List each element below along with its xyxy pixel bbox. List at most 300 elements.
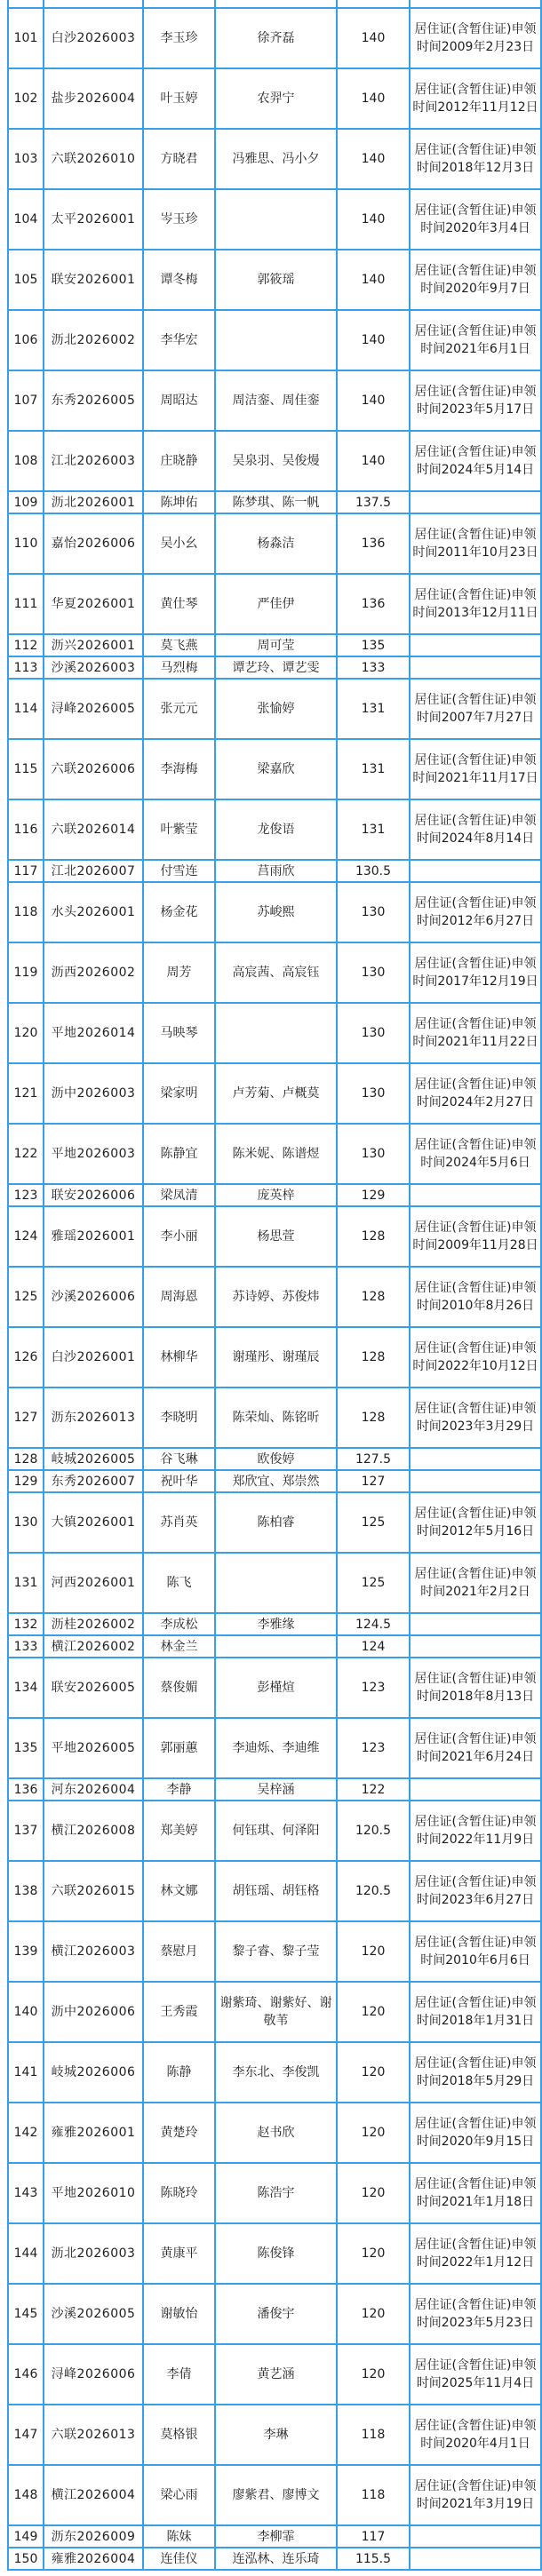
applicant-id-cell: 嘉怡2026006 [44, 513, 143, 574]
note-cell [410, 634, 541, 656]
applicant-name-cell: 周昭达 [143, 370, 215, 431]
applicant-name-cell: 祝叶华 [143, 1470, 215, 1492]
table-row [8, 513, 541, 574]
table-row [8, 250, 541, 310]
row-number-cell: 135 [8, 1718, 44, 1778]
applicant-name-cell: 李静 [143, 1778, 215, 1801]
row-number-cell: 147 [8, 2405, 44, 2465]
applicant-id-cell: 东秀2026007 [44, 1470, 143, 1492]
children-names-cell: 何钰琪、何泽阳 [215, 1801, 337, 1861]
table-row [8, 1492, 541, 1553]
applicant-name-cell: 谷飞琳 [143, 1448, 215, 1470]
children-names-cell [215, 310, 337, 370]
row-number-cell: 111 [8, 574, 44, 634]
applicant-name-cell: 叶紫莹 [143, 799, 215, 860]
note-cell: 居住证(含暂住证)申领时间2021年3月19日 [410, 2465, 541, 2525]
table-row [8, 799, 541, 860]
row-number-cell: 130 [8, 1492, 44, 1553]
table-row [8, 656, 541, 679]
applicant-name-cell: 谭冬梅 [143, 250, 215, 310]
applicant-name-cell: 周芳 [143, 942, 215, 1003]
table-row [8, 1124, 541, 1184]
score-cell: 125 [337, 1492, 410, 1553]
score-table-body [8, 0, 541, 2570]
children-names-cell: 陈荣灿、陈铭昕 [215, 1387, 337, 1448]
note-cell: 居住证(含暂住证)申领时间2024年8月14日 [410, 799, 541, 860]
note-cell: 居住证(含暂住证)申领时间2024年5月6日 [410, 1124, 541, 1184]
applicant-id-cell: 东秀2026005 [44, 370, 143, 431]
applicant-name-cell: 梁凤清 [143, 1184, 215, 1206]
score-cell: 130 [337, 1063, 410, 1124]
applicant-name-cell: 蔡慰月 [143, 1921, 215, 1982]
table-row [8, 1658, 541, 1718]
children-names-cell: 卢芳菊、卢概莫 [215, 1063, 337, 1124]
children-names-cell: 严佳伊 [215, 574, 337, 634]
table-row [8, 574, 541, 634]
score-cell: 137.5 [337, 491, 410, 513]
score-cell: 140 [337, 431, 410, 491]
table-row [8, 431, 541, 491]
score-cell: 130 [337, 1003, 410, 1063]
applicant-name-cell: 莫格银 [143, 2405, 215, 2465]
score-cell: 120 [337, 1921, 410, 1982]
applicant-name-cell: 黄仕琴 [143, 574, 215, 634]
row-number-cell: 116 [8, 799, 44, 860]
score-cell: 120.5 [337, 1801, 410, 1861]
table-row [8, 634, 541, 656]
children-names-cell: 徐齐磊 [215, 8, 337, 68]
applicant-id-cell: 六联2026014 [44, 799, 143, 860]
applicant-name-cell: 陈飞 [143, 1553, 215, 1613]
score-cell: 125 [337, 1553, 410, 1613]
applicant-name-cell: 陈静 [143, 2042, 215, 2103]
score-cell: 117 [337, 2525, 410, 2548]
children-names-cell: 周洁銮、周佳銮 [215, 370, 337, 431]
score-cell: 136 [337, 513, 410, 574]
row-number-cell: 108 [8, 431, 44, 491]
applicant-name-cell: 李倩 [143, 2344, 215, 2405]
row-number-cell: 107 [8, 370, 44, 431]
table-row [8, 2548, 541, 2570]
applicant-id-cell: 河西2026001 [44, 1553, 143, 1613]
applicant-id-cell [44, 0, 143, 8]
applicant-id-cell: 平地2026005 [44, 1718, 143, 1778]
applicant-name-cell: 连佳仪 [143, 2548, 215, 2570]
applicant-id-cell: 盐步2026004 [44, 68, 143, 129]
note-cell: 居住证(含暂住证)申领时间2018年1月31日 [410, 1982, 541, 2042]
note-cell: 居住证(含暂住证)申领时间2023年5月23日 [410, 2284, 541, 2344]
children-names-cell: 郭筱瑶 [215, 250, 337, 310]
row-number-cell [8, 0, 44, 8]
score-cell: 133 [337, 656, 410, 679]
table-row [8, 1982, 541, 2042]
note-cell: 居住证(含暂住证)申领时间2022年11月9日 [410, 1801, 541, 1861]
score-cell: 135 [337, 634, 410, 656]
score-cell: 123 [337, 1658, 410, 1718]
applicant-id-cell: 横江2026003 [44, 1921, 143, 1982]
row-number-cell: 145 [8, 2284, 44, 2344]
applicant-name-cell: 付雪连 [143, 860, 215, 882]
table-row [8, 1003, 541, 1063]
note-cell [410, 491, 541, 513]
applicant-name-cell: 郭丽蕙 [143, 1718, 215, 1778]
table-row [8, 1613, 541, 1635]
children-names-cell: 潘俊宇 [215, 2284, 337, 2344]
applicant-id-cell: 平地2026014 [44, 1003, 143, 1063]
score-cell: 140 [337, 129, 410, 189]
applicant-id-cell: 沙溪2026003 [44, 656, 143, 679]
score-cell [337, 0, 410, 8]
table-row [8, 2103, 541, 2163]
score-cell: 118 [337, 2405, 410, 2465]
score-cell: 127 [337, 1470, 410, 1492]
note-cell [410, 860, 541, 882]
note-cell [410, 0, 541, 8]
children-names-cell: 廖紫君、廖博文 [215, 2465, 337, 2525]
score-cell: 136 [337, 574, 410, 634]
row-number-cell: 126 [8, 1327, 44, 1387]
children-names-cell: 吴梓涵 [215, 1778, 337, 1801]
table-row [8, 2465, 541, 2525]
applicant-id-cell: 岐城2026005 [44, 1448, 143, 1470]
table-row [8, 1470, 541, 1492]
applicant-name-cell: 林文娜 [143, 1861, 215, 1921]
row-number-cell: 133 [8, 1635, 44, 1658]
note-cell: 居住证(含暂住证)申领时间2007年7月27日 [410, 679, 541, 739]
score-cell: 115.5 [337, 2548, 410, 2570]
children-names-cell: 李柳霏 [215, 2525, 337, 2548]
note-cell: 居住证(含暂住证)申领时间2018年12月3日 [410, 129, 541, 189]
note-cell: 居住证(含暂住证)申领时间2020年3月4日 [410, 189, 541, 250]
applicant-id-cell: 联安2026001 [44, 250, 143, 310]
row-number-cell: 101 [8, 8, 44, 68]
table-row [8, 189, 541, 250]
table-row [8, 1778, 541, 1801]
row-number-cell: 127 [8, 1387, 44, 1448]
applicant-name-cell: 陈妹 [143, 2525, 215, 2548]
applicant-id-cell: 横江2026002 [44, 1635, 143, 1658]
note-cell: 居住证(含暂住证)申领时间2018年5月29日 [410, 2042, 541, 2103]
score-cell: 124 [337, 1635, 410, 1658]
row-number-cell: 112 [8, 634, 44, 656]
row-number-cell: 150 [8, 2548, 44, 2570]
applicant-name-cell: 李晓明 [143, 1387, 215, 1448]
applicant-name-cell: 李海梅 [143, 739, 215, 799]
children-names-cell: 莒雨欣 [215, 860, 337, 882]
children-names-cell: 苏诗婷、苏俊炜 [215, 1267, 337, 1327]
applicant-id-cell: 横江2026004 [44, 2465, 143, 2525]
table-row [8, 2344, 541, 2405]
children-names-cell: 梁嘉欣 [215, 739, 337, 799]
children-names-cell: 谢紫琦、谢紫好、谢敬苇 [215, 1982, 337, 2042]
children-names-cell: 彭槿煊 [215, 1658, 337, 1718]
applicant-name-cell: 蔡俊媚 [143, 1658, 215, 1718]
table-row [8, 1553, 541, 1613]
row-number-cell: 141 [8, 2042, 44, 2103]
row-number-cell: 119 [8, 942, 44, 1003]
children-names-cell: 高宸茜、高宸钰 [215, 942, 337, 1003]
score-cell: 128 [337, 1206, 410, 1267]
score-cell: 131 [337, 679, 410, 739]
score-cell: 140 [337, 370, 410, 431]
row-number-cell: 139 [8, 1921, 44, 1982]
table-row [8, 1861, 541, 1921]
score-cell: 129 [337, 1184, 410, 1206]
note-cell [410, 1778, 541, 1801]
row-number-cell: 137 [8, 1801, 44, 1861]
score-cell: 140 [337, 8, 410, 68]
row-number-cell: 114 [8, 679, 44, 739]
row-number-cell: 102 [8, 68, 44, 129]
children-names-cell: 赵书欣 [215, 2103, 337, 2163]
score-cell: 140 [337, 250, 410, 310]
applicant-id-cell: 江北2026007 [44, 860, 143, 882]
table-row [8, 1635, 541, 1658]
applicant-id-cell: 联安2026005 [44, 1658, 143, 1718]
applicant-name-cell: 杨金花 [143, 882, 215, 942]
applicant-name-cell: 梁心雨 [143, 2465, 215, 2525]
row-number-cell: 117 [8, 860, 44, 882]
applicant-id-cell: 沥东2026009 [44, 2525, 143, 2548]
note-cell: 居住证(含暂住证)申领时间2023年6月27日 [410, 1861, 541, 1921]
score-cell: 131 [337, 739, 410, 799]
table-row [8, 1801, 541, 1861]
note-cell [410, 1184, 541, 1206]
children-names-cell: 陈俊锋 [215, 2223, 337, 2284]
score-cell: 120 [337, 2284, 410, 2344]
table-row [8, 310, 541, 370]
row-number-cell: 121 [8, 1063, 44, 1124]
row-number-cell: 122 [8, 1124, 44, 1184]
row-number-cell: 140 [8, 1982, 44, 2042]
applicant-name-cell [143, 0, 215, 8]
table-row [8, 882, 541, 942]
note-cell [410, 1470, 541, 1492]
children-names-cell: 冯雅思、冯小夕 [215, 129, 337, 189]
note-cell: 居住证(含暂住证)申领时间2010年6月6日 [410, 1921, 541, 1982]
row-number-cell: 118 [8, 882, 44, 942]
table-row [8, 1448, 541, 1470]
row-number-cell: 134 [8, 1658, 44, 1718]
table-row [8, 1184, 541, 1206]
applicant-id-cell: 浔峰2026006 [44, 2344, 143, 2405]
children-names-cell: 张愉婷 [215, 679, 337, 739]
table-row [8, 2525, 541, 2548]
applicant-id-cell: 雍雅2026004 [44, 2548, 143, 2570]
score-cell: 130 [337, 942, 410, 1003]
row-number-cell: 142 [8, 2103, 44, 2163]
table-row [8, 1327, 541, 1387]
table-row [8, 8, 541, 68]
score-cell: 120 [337, 2103, 410, 2163]
table-row [8, 68, 541, 129]
row-number-cell: 109 [8, 491, 44, 513]
table-row [8, 942, 541, 1003]
note-cell: 居住证(含暂住证)申领时间2009年11月28日 [410, 1206, 541, 1267]
row-number-cell: 104 [8, 189, 44, 250]
applicant-id-cell: 沙溪2026005 [44, 2284, 143, 2344]
note-cell [410, 656, 541, 679]
score-cell: 128 [337, 1387, 410, 1448]
note-cell: 居住证(含暂住证)申领时间2024年5月14日 [410, 431, 541, 491]
applicant-id-cell: 雅瑶2026001 [44, 1206, 143, 1267]
row-number-cell: 148 [8, 2465, 44, 2525]
applicant-name-cell: 陈坤佑 [143, 491, 215, 513]
note-cell [410, 2548, 541, 2570]
score-cell: 122 [337, 1778, 410, 1801]
applicant-id-cell: 雍雅2026001 [44, 2103, 143, 2163]
applicant-name-cell: 陈晓玲 [143, 2163, 215, 2223]
score-cell: 120 [337, 2163, 410, 2223]
row-number-cell: 106 [8, 310, 44, 370]
applicant-id-cell: 横江2026008 [44, 1801, 143, 1861]
applicant-name-cell: 岑玉珍 [143, 189, 215, 250]
note-cell: 居住证(含暂住证)申领时间2017年12月19日 [410, 942, 541, 1003]
points-score-table [7, 0, 542, 2571]
score-cell: 120.5 [337, 1861, 410, 1921]
applicant-id-cell: 沥桂2026002 [44, 1613, 143, 1635]
row-number-cell: 136 [8, 1778, 44, 1801]
table-row [8, 2223, 541, 2284]
note-cell: 居住证(含暂住证)申领时间2023年3月29日 [410, 1387, 541, 1448]
applicant-name-cell: 方晓君 [143, 129, 215, 189]
children-names-cell: 陈梦琪、陈一帆 [215, 491, 337, 513]
score-cell: 140 [337, 189, 410, 250]
score-cell: 120 [337, 2223, 410, 2284]
applicant-name-cell: 马烈梅 [143, 656, 215, 679]
children-names-cell: 连泓林、连乐琦 [215, 2548, 337, 2570]
table-row [8, 739, 541, 799]
note-cell: 居住证(含暂住证)申领时间2022年1月12日 [410, 2223, 541, 2284]
note-cell [410, 1613, 541, 1635]
applicant-id-cell: 白沙2026003 [44, 8, 143, 68]
children-names-cell [215, 0, 337, 8]
score-cell: 120 [337, 2344, 410, 2405]
row-number-cell: 146 [8, 2344, 44, 2405]
row-number-cell: 132 [8, 1613, 44, 1635]
applicant-id-cell: 沥北2026003 [44, 2223, 143, 2284]
note-cell: 居住证(含暂住证)申领时间2020年4月1日 [410, 2405, 541, 2465]
table-row [8, 1063, 541, 1124]
children-names-cell: 陈浩宇 [215, 2163, 337, 2223]
applicant-id-cell: 岐城2026006 [44, 2042, 143, 2103]
applicant-id-cell: 沥东2026013 [44, 1387, 143, 1448]
applicant-id-cell: 六联2026010 [44, 129, 143, 189]
score-cell: 124.5 [337, 1613, 410, 1635]
children-names-cell [215, 1635, 337, 1658]
row-number-cell: 143 [8, 2163, 44, 2223]
applicant-name-cell: 庄晓静 [143, 431, 215, 491]
children-names-cell [215, 1003, 337, 1063]
applicant-name-cell: 林柳华 [143, 1327, 215, 1387]
note-cell: 居住证(含暂住证)申领时间2018年8月13日 [410, 1658, 541, 1718]
row-number-cell: 138 [8, 1861, 44, 1921]
children-names-cell [215, 1553, 337, 1613]
score-cell: 128 [337, 1267, 410, 1327]
row-number-cell: 124 [8, 1206, 44, 1267]
table-row [8, 2405, 541, 2465]
applicant-name-cell: 黄楚玲 [143, 2103, 215, 2163]
note-cell: 居住证(含暂住证)申领时间2025年11月4日 [410, 2344, 541, 2405]
table-row [8, 129, 541, 189]
children-names-cell: 杨思萱 [215, 1206, 337, 1267]
applicant-id-cell: 沥兴2026001 [44, 634, 143, 656]
children-names-cell: 谢瑾彤、谢瑾辰 [215, 1327, 337, 1387]
applicant-name-cell: 李玉珍 [143, 8, 215, 68]
applicant-id-cell: 平地2026003 [44, 1124, 143, 1184]
row-number-cell: 103 [8, 129, 44, 189]
applicant-id-cell: 大镇2026001 [44, 1492, 143, 1553]
children-names-cell: 杨淼洁 [215, 513, 337, 574]
note-cell [410, 1448, 541, 1470]
score-cell: 140 [337, 68, 410, 129]
note-cell: 居住证(含暂住证)申领时间2012年5月16日 [410, 1492, 541, 1553]
note-cell: 居住证(含暂住证)申领时间2013年12月11日 [410, 574, 541, 634]
table-row [8, 2042, 541, 2103]
row-number-cell: 120 [8, 1003, 44, 1063]
applicant-id-cell: 华夏2026001 [44, 574, 143, 634]
applicant-id-cell: 沥西2026002 [44, 942, 143, 1003]
table-row [8, 679, 541, 739]
applicant-id-cell: 平地2026010 [44, 2163, 143, 2223]
applicant-name-cell: 张元元 [143, 679, 215, 739]
row-number-cell: 131 [8, 1553, 44, 1613]
children-names-cell: 农羿宁 [215, 68, 337, 129]
note-cell: 居住证(含暂住证)申领时间2021年6月24日 [410, 1718, 541, 1778]
note-cell: 居住证(含暂住证)申领时间2024年2月27日 [410, 1063, 541, 1124]
applicant-name-cell: 王秀霞 [143, 1982, 215, 2042]
applicant-id-cell: 六联2026015 [44, 1861, 143, 1921]
note-cell: 居住证(含暂住证)申领时间2020年9月7日 [410, 250, 541, 310]
row-number-cell: 115 [8, 739, 44, 799]
applicant-id-cell: 沥北2026002 [44, 310, 143, 370]
applicant-name-cell: 马映琴 [143, 1003, 215, 1063]
table-row-partial [8, 0, 541, 8]
score-cell: 123 [337, 1718, 410, 1778]
children-names-cell: 李迪烁、李迪维 [215, 1718, 337, 1778]
children-names-cell: 黎子睿、黎子莹 [215, 1921, 337, 1982]
applicant-id-cell: 沙溪2026006 [44, 1267, 143, 1327]
children-names-cell: 谭艺玲、谭艺雯 [215, 656, 337, 679]
note-cell: 居住证(含暂住证)申领时间2012年6月27日 [410, 882, 541, 942]
table-row [8, 491, 541, 513]
row-number-cell: 123 [8, 1184, 44, 1206]
score-cell: 120 [337, 2042, 410, 2103]
applicant-id-cell: 江北2026003 [44, 431, 143, 491]
row-number-cell: 105 [8, 250, 44, 310]
applicant-id-cell: 白沙2026001 [44, 1327, 143, 1387]
score-cell: 130.5 [337, 860, 410, 882]
applicant-name-cell: 李成松 [143, 1613, 215, 1635]
score-cell: 130 [337, 1124, 410, 1184]
applicant-id-cell: 沥北2026001 [44, 491, 143, 513]
note-cell: 居住证(含暂住证)申领时间2020年9月15日 [410, 2103, 541, 2163]
applicant-name-cell: 谢敏怡 [143, 2284, 215, 2344]
table-row [8, 1387, 541, 1448]
note-cell: 居住证(含暂住证)申领时间2021年11月22日 [410, 1003, 541, 1063]
children-names-cell: 郑欣宜、郑崇然 [215, 1470, 337, 1492]
score-cell: 140 [337, 310, 410, 370]
table-row [8, 860, 541, 882]
children-names-cell: 吴泉羽、吴俊熳 [215, 431, 337, 491]
note-cell: 居住证(含暂住证)申领时间2010年8月26日 [410, 1267, 541, 1327]
applicant-name-cell: 李华宏 [143, 310, 215, 370]
applicant-name-cell: 周海恩 [143, 1267, 215, 1327]
applicant-name-cell: 苏肖英 [143, 1492, 215, 1553]
score-cell: 120 [337, 1982, 410, 2042]
children-names-cell: 龙俊语 [215, 799, 337, 860]
row-number-cell: 129 [8, 1470, 44, 1492]
